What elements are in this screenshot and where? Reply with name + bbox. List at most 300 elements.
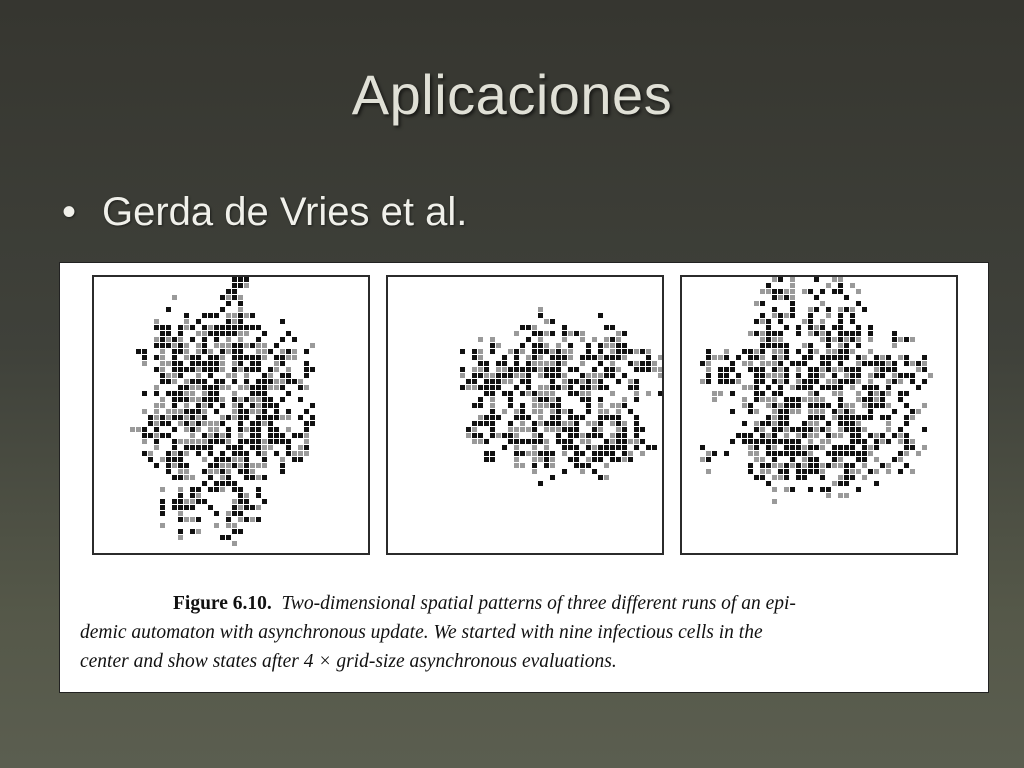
automaton-cell [760,469,765,474]
automaton-cell [532,451,537,456]
automaton-cell [844,469,849,474]
automaton-cell [784,415,789,420]
automaton-cell [538,481,543,486]
automaton-cell [232,373,237,378]
automaton-cell [616,433,621,438]
automaton-cell [250,385,255,390]
automaton-cell [598,379,603,384]
automaton-cell [250,343,255,348]
automaton-cell [196,439,201,444]
automaton-cell [880,397,885,402]
automaton-cell [592,457,597,462]
automaton-cell [208,313,213,318]
automaton-cell [154,463,159,468]
automaton-cell [610,415,615,420]
automaton-cell [478,403,483,408]
automaton-cell [184,367,189,372]
automaton-cell [304,439,309,444]
automaton-cell [190,475,195,480]
automaton-cell [760,439,765,444]
automaton-cell [214,391,219,396]
automaton-cell [892,361,897,366]
automaton-cell [556,439,561,444]
automaton-cell [196,517,201,522]
automaton-cell [220,307,225,312]
automaton-cell [550,349,555,354]
automaton-cell [202,457,207,462]
automaton-cell [538,355,543,360]
automaton-cell [202,385,207,390]
automaton-cell [808,421,813,426]
automaton-cell [634,421,639,426]
automaton-cell [754,385,759,390]
automaton-cell [160,415,165,420]
automaton-cell [772,409,777,414]
automaton-cell [778,403,783,408]
automaton-cell [724,373,729,378]
automaton-cell [790,283,795,288]
automaton-cell [274,433,279,438]
automaton-cell [304,361,309,366]
automaton-cell [160,499,165,504]
automaton-cell [814,307,819,312]
automaton-cell [208,421,213,426]
automaton-cell [142,355,147,360]
automaton-cell [814,415,819,420]
automaton-cell [208,361,213,366]
automaton-cell [760,391,765,396]
automaton-cell [274,427,279,432]
automaton-cell [214,385,219,390]
automaton-cell [532,349,537,354]
automaton-cell [850,283,855,288]
automaton-cell [724,367,729,372]
automaton-cell [520,403,525,408]
automaton-cell [508,367,513,372]
automaton-cell [244,415,249,420]
automaton-cell [550,385,555,390]
automaton-cell [184,343,189,348]
automaton-cell [598,427,603,432]
automaton-cell [898,439,903,444]
automaton-cell [496,385,501,390]
automaton-cell [178,451,183,456]
automaton-cell [778,385,783,390]
automaton-cell [580,415,585,420]
automaton-cell [856,391,861,396]
automaton-cell [724,355,729,360]
automaton-cell [532,463,537,468]
automaton-cell [784,427,789,432]
automaton-cell [640,349,645,354]
automaton-cell [778,463,783,468]
automaton-cell [196,331,201,336]
automaton-cell [184,403,189,408]
automaton-cell [892,373,897,378]
automaton-cell [304,385,309,390]
automaton-cell [610,391,615,396]
automaton-cell [772,445,777,450]
automaton-cell [838,379,843,384]
automaton-cell [784,469,789,474]
automaton-cell [748,367,753,372]
automaton-cell [184,427,189,432]
automaton-cell [760,361,765,366]
automaton-cell [232,457,237,462]
automaton-cell [538,421,543,426]
automaton-cell [292,433,297,438]
automaton-cell [874,385,879,390]
automaton-cell [250,421,255,426]
automaton-cell [790,307,795,312]
automaton-cell [148,433,153,438]
automaton-cell [790,301,795,306]
automaton-cell [232,445,237,450]
automaton-cell [160,367,165,372]
automaton-cell [592,451,597,456]
automaton-cell [460,373,465,378]
automaton-cell [772,421,777,426]
automaton-cell [262,343,267,348]
automaton-cell [808,373,813,378]
automaton-cell [808,487,813,492]
automaton-cell [622,397,627,402]
caption-line-1 [80,589,972,618]
automaton-cell [784,343,789,348]
automaton-cell [826,385,831,390]
automaton-cell [838,493,843,498]
automaton-cell [184,397,189,402]
automaton-cell [202,421,207,426]
automaton-cell [868,349,873,354]
automaton-cell [862,451,867,456]
automaton-cell [160,349,165,354]
automaton-cell [262,499,267,504]
automaton-cell [484,415,489,420]
automaton-cell [790,463,795,468]
automaton-cell [838,331,843,336]
automaton-cell [244,463,249,468]
automaton-cell [850,307,855,312]
automaton-cell [472,373,477,378]
automaton-cell [226,289,231,294]
automaton-cell [568,427,573,432]
automaton-cell [772,331,777,336]
automaton-cell [214,523,219,528]
automaton-cell [850,463,855,468]
automaton-cell [610,325,615,330]
automaton-cell [790,445,795,450]
automaton-cell [616,427,621,432]
automaton-cell [868,379,873,384]
automaton-cell [862,457,867,462]
automaton-cell [280,355,285,360]
automaton-cell [784,349,789,354]
automaton-cell [562,409,567,414]
automaton-cell [856,343,861,348]
automaton-cell [532,361,537,366]
automaton-cell [232,343,237,348]
automaton-cell [232,511,237,516]
automaton-cell [838,445,843,450]
automaton-cell [790,403,795,408]
automaton-cell [604,463,609,468]
automaton-cell [778,349,783,354]
automaton-cell [730,361,735,366]
automaton-cell [604,337,609,342]
automaton-cell [202,391,207,396]
automaton-cell [208,487,213,492]
automaton-cell [226,295,231,300]
automaton-cell [190,499,195,504]
automaton-cell [562,337,567,342]
automaton-cell [802,379,807,384]
automaton-cell [796,361,801,366]
automaton-cell [904,433,909,438]
automaton-cell [610,433,615,438]
automaton-cell [820,301,825,306]
automaton-cell [490,391,495,396]
automaton-cell [520,349,525,354]
automaton-cell [610,367,615,372]
automaton-cell [544,463,549,468]
automaton-cell [826,379,831,384]
automaton-cell [568,415,573,420]
automaton-cell [184,463,189,468]
automaton-cell [778,391,783,396]
automaton-cell [760,355,765,360]
automaton-cell [568,367,573,372]
automaton-cell [478,439,483,444]
automaton-cell [790,457,795,462]
automaton-cell [178,349,183,354]
pattern-panel-2 [386,275,664,555]
automaton-cell [526,325,531,330]
automaton-cell [256,517,261,522]
automaton-cell [844,367,849,372]
automaton-cell [154,337,159,342]
automaton-cell [550,355,555,360]
automaton-cell [718,355,723,360]
automaton-cell [784,487,789,492]
automaton-cell [484,391,489,396]
automaton-cell [634,439,639,444]
automaton-cell [550,361,555,366]
automaton-cell [856,367,861,372]
automaton-cell [196,415,201,420]
automaton-cell [538,343,543,348]
automaton-cell [550,451,555,456]
automaton-cell [598,343,603,348]
automaton-cell [814,421,819,426]
automaton-cell [520,325,525,330]
automaton-cell [634,445,639,450]
automaton-cell [778,439,783,444]
automaton-cell [616,439,621,444]
automaton-cell [634,349,639,354]
automaton-cell [766,445,771,450]
automaton-cell [304,427,309,432]
automaton-cell [490,409,495,414]
automaton-cell [178,469,183,474]
automaton-cell [598,385,603,390]
automaton-cell [820,355,825,360]
automaton-cell [706,457,711,462]
automaton-cell [238,361,243,366]
automaton-cell [232,487,237,492]
automaton-cell [202,313,207,318]
automaton-cell [238,517,243,522]
automaton-cell [706,379,711,384]
automaton-cell [898,355,903,360]
automaton-cell [766,331,771,336]
automaton-cell [220,361,225,366]
automaton-cell [250,517,255,522]
automaton-cell [604,367,609,372]
automaton-cell [592,373,597,378]
automaton-cell [766,361,771,366]
automaton-cell [610,355,615,360]
automaton-cell [226,319,231,324]
automaton-cell [796,409,801,414]
automaton-cell [586,373,591,378]
automaton-cell [214,511,219,516]
automaton-cell [256,475,261,480]
automaton-cell [514,367,519,372]
automaton-cell [598,433,603,438]
automaton-cell [640,451,645,456]
automaton-cell [154,325,159,330]
automaton-cell [760,319,765,324]
automaton-cell [286,331,291,336]
automaton-cell [868,433,873,438]
automaton-cell [802,427,807,432]
automaton-cell [262,415,267,420]
automaton-cell [280,433,285,438]
automaton-cell [616,445,621,450]
automaton-cell [220,403,225,408]
automaton-cell [250,361,255,366]
automaton-cell [226,301,231,306]
automaton-cell [838,415,843,420]
automaton-cell [586,421,591,426]
automaton-cell [856,433,861,438]
automaton-cell [484,421,489,426]
automaton-cell [760,457,765,462]
automaton-cell [802,457,807,462]
automaton-cell [568,331,573,336]
automaton-cell [304,433,309,438]
automaton-cell [556,397,561,402]
automaton-cell [250,427,255,432]
automaton-cell [892,337,897,342]
automaton-cell [616,331,621,336]
automaton-cell [880,433,885,438]
automaton-cell [298,451,303,456]
automaton-cell [838,433,843,438]
automaton-cell [226,337,231,342]
automaton-cell [904,337,909,342]
automaton-cell [472,385,477,390]
automaton-cell [544,319,549,324]
automaton-cell [628,361,633,366]
automaton-cell [154,427,159,432]
automaton-cell [856,487,861,492]
automaton-cell [874,433,879,438]
automaton-cell [178,415,183,420]
automaton-cell [538,409,543,414]
automaton-cell [256,415,261,420]
automaton-cell [514,409,519,414]
automaton-cell [196,403,201,408]
automaton-cell [598,313,603,318]
automaton-cell [532,439,537,444]
automaton-cell [244,457,249,462]
automaton-cell [190,427,195,432]
automaton-cell [766,481,771,486]
automaton-cell [742,433,747,438]
automaton-cell [814,469,819,474]
automaton-cell [490,433,495,438]
automaton-cell [262,391,267,396]
automaton-cell [808,397,813,402]
automaton-cell [298,385,303,390]
automaton-cell [202,343,207,348]
automaton-cell [472,433,477,438]
automaton-cell [772,367,777,372]
automaton-cell [730,367,735,372]
automaton-cell [202,439,207,444]
automaton-cell [754,409,759,414]
automaton-cell [232,391,237,396]
automaton-cell [178,421,183,426]
automaton-cell [508,427,513,432]
automaton-cell [778,343,783,348]
automaton-cell [178,499,183,504]
automaton-cell [574,415,579,420]
automaton-cell [178,409,183,414]
automaton-cell [574,451,579,456]
automaton-cell [538,439,543,444]
automaton-cell [178,397,183,402]
automaton-cell [598,445,603,450]
automaton-cell [178,325,183,330]
automaton-cell [844,379,849,384]
automaton-cell [844,475,849,480]
automaton-cell [856,361,861,366]
automaton-cell [556,427,561,432]
automaton-cell [622,457,627,462]
automaton-cell [190,379,195,384]
automaton-cell [874,469,879,474]
automaton-cell [142,451,147,456]
automaton-cell [490,397,495,402]
automaton-cell [802,463,807,468]
automaton-cell [772,295,777,300]
automaton-cell [544,343,549,348]
automaton-cell [502,367,507,372]
automaton-cell [226,415,231,420]
automaton-cell [832,277,837,282]
automaton-cell [748,439,753,444]
automaton-cell [802,289,807,294]
automaton-cell [502,391,507,396]
automaton-cell [520,379,525,384]
automaton-cell [832,349,837,354]
automaton-cell [184,319,189,324]
bullet-text: Gerda de Vries et al. [102,190,468,234]
automaton-cell [184,385,189,390]
